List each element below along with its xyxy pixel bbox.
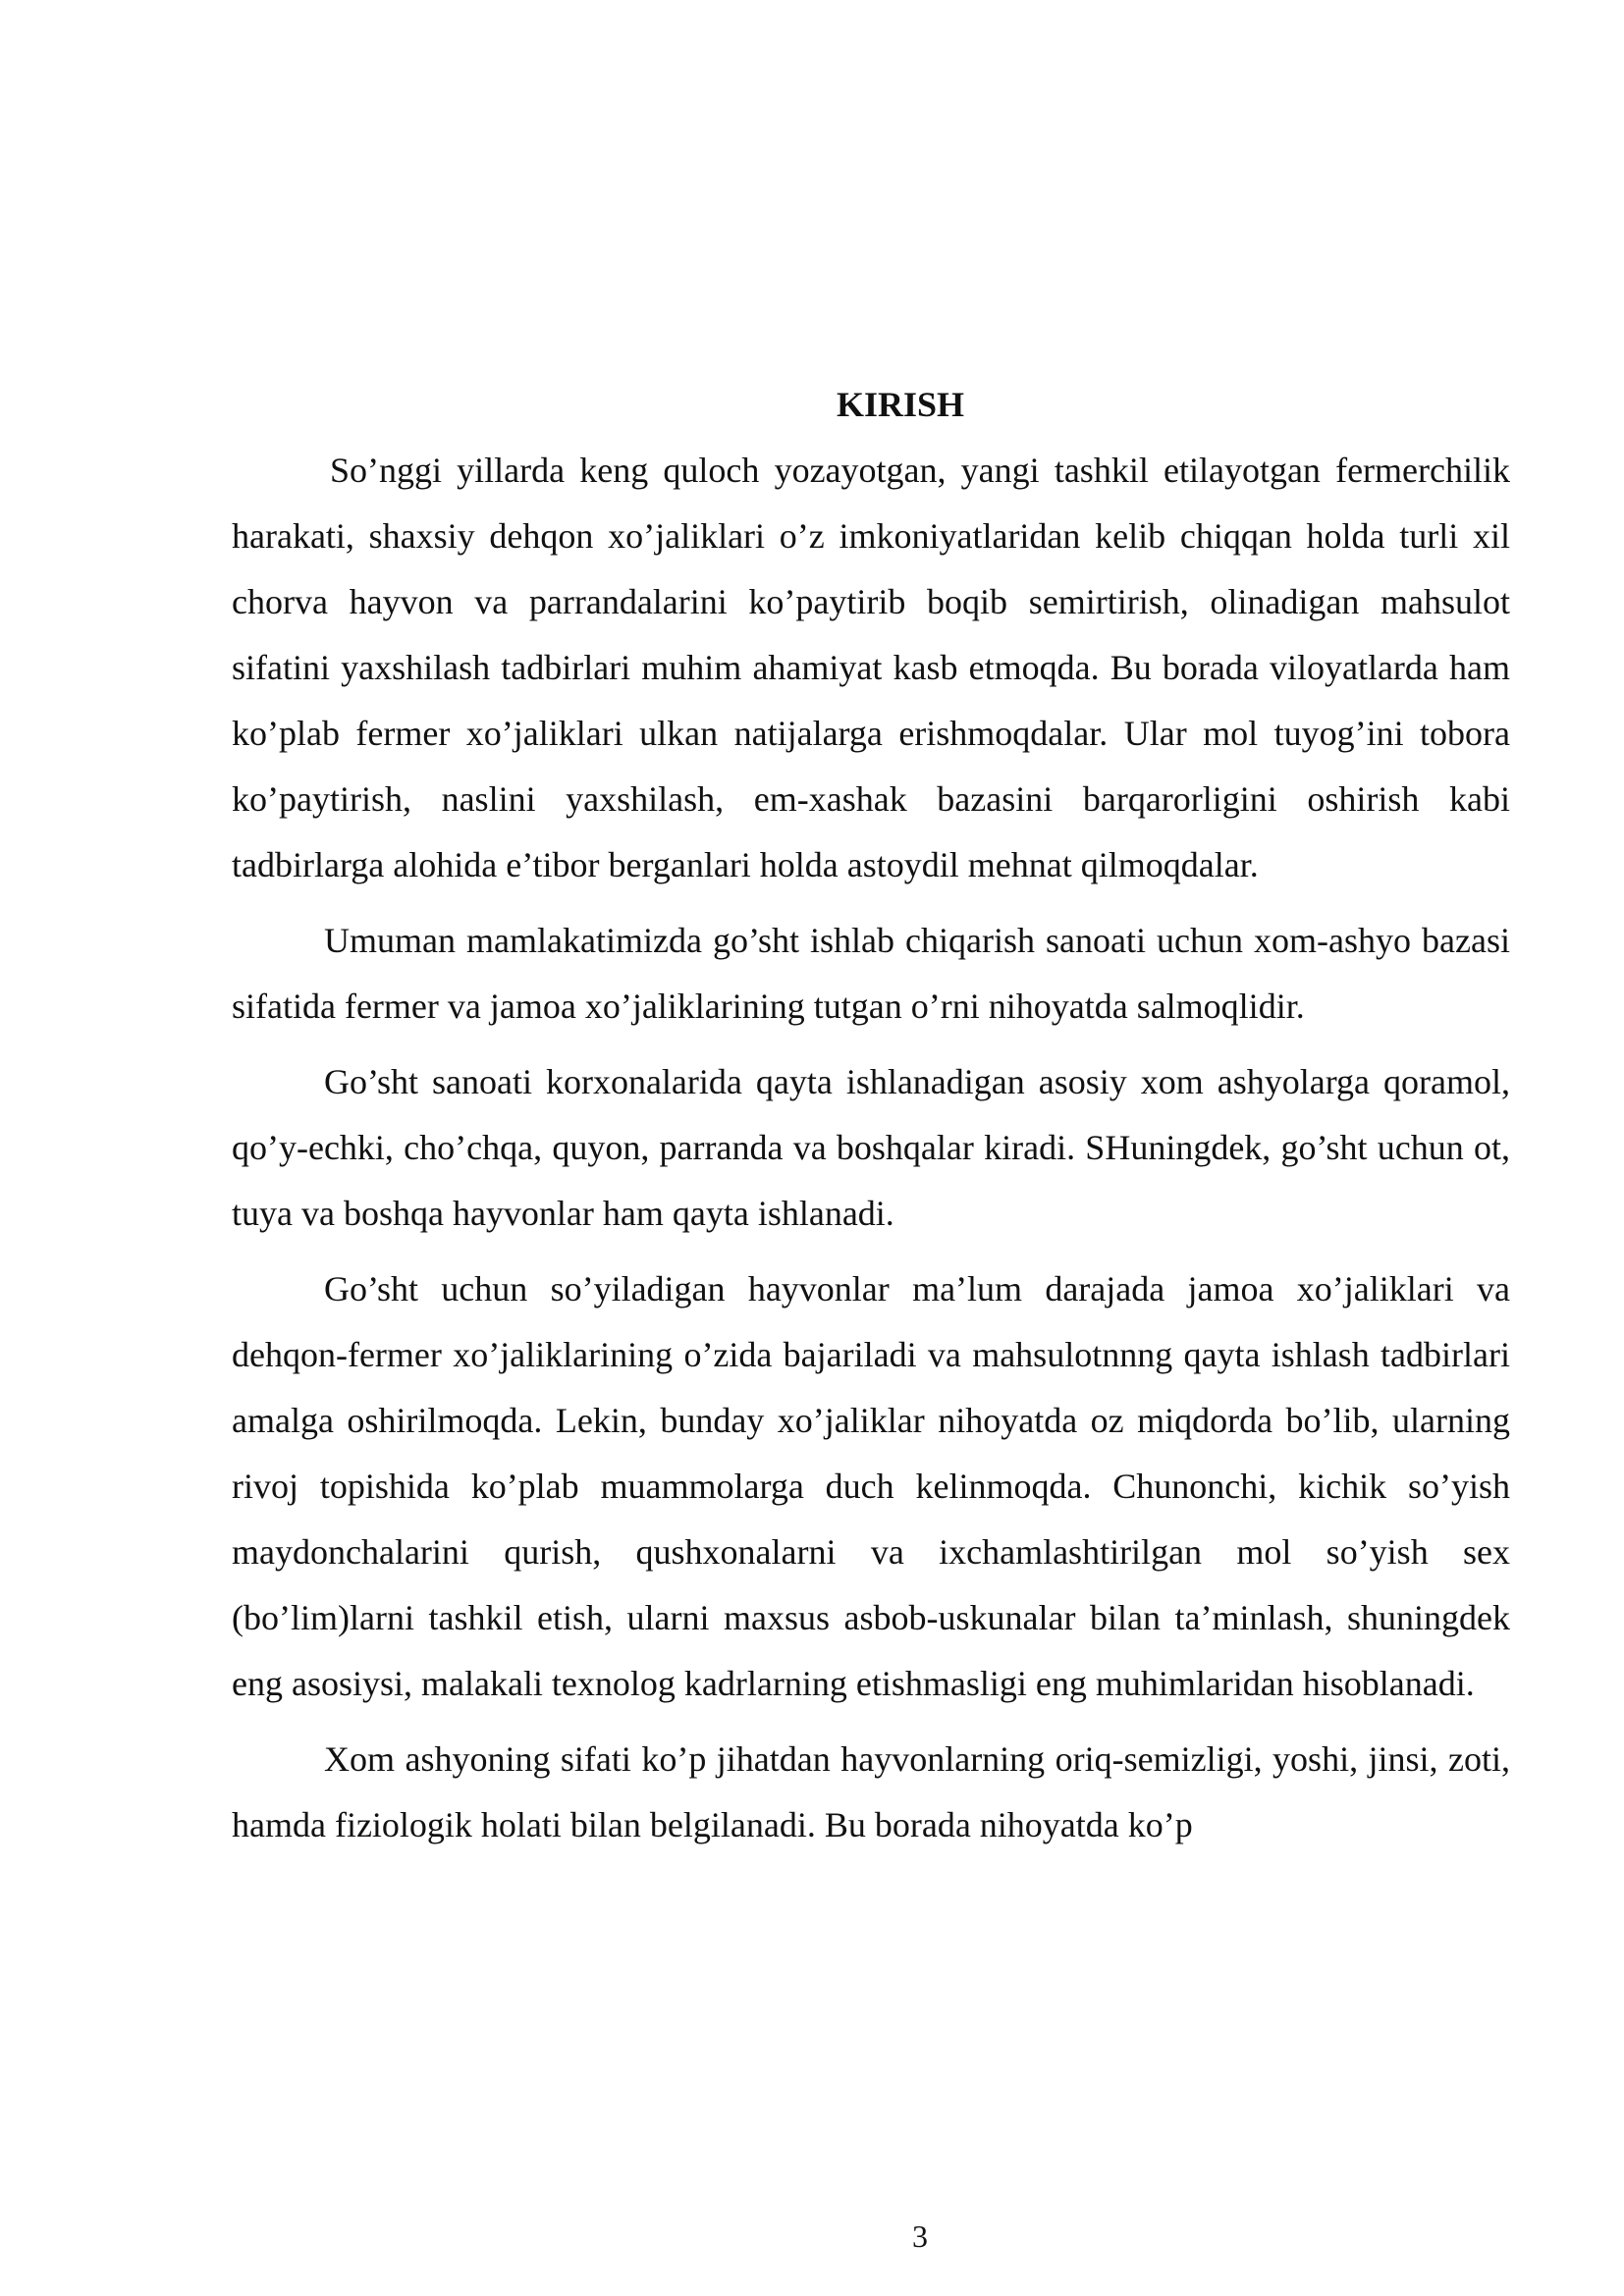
page-content bbox=[232, 375, 1510, 1868]
paragraph-3: Go’sht sanoati korxonalarida qayta ishlanadigan asosiy xom ashyolarga qoramol, qo’y-echki, cho’chqa, quyon, parranda va boshqalar kiradi. SHuningdek, go’sht uchun ot, tuya va boshqa hayvonlar ham qayta ishlanadi. bbox=[232, 1062, 1510, 1233]
paragraph-4: Go’sht uchun so’yiladigan hayvonlar ma’lum darajada jamoa xo’jaliklari va dehqon-fermer xo’jaliklarining o’zida bajariladi va mahsulotnnng qayta ishlash tadbirlari amalga oshirilmoqda. Lekin, bunday xo’jaliklar nihoyatda oz miqdorda bo’lib, ularning rivoj topishida ko’plab muammolarga duch kelinmoqda. Chunonchi, kichik so’yish maydonchalarini qurish, qushxonalarni va ixchamlashtirilgan mol so’yish sex (bo’lim)larni tashkil etish, ularni maxsus asbob-uskunalar bilan ta’minlash, shuningdek eng asosiysi, malakali texnolog kadrlarning etishmasligi eng muhimlaridan hisoblanadi. bbox=[232, 1269, 1510, 1703]
paragraph-2: Umuman mamlakatimizda go’sht ishlab chiqarish sanoati uchun xom-ashyo bazasi sifatida fermer va jamoa xo’jaliklarining tutgan o’rni nihoyatda salmoqlidir. bbox=[232, 921, 1510, 1026]
paragraph-1: So’nggi yillarda keng quloch yozayotgan, yangi tashkil etilayotgan fermerchilik harakati, shaxsiy dehqon xo’jaliklari o’z imkoniyatlaridan kelib chiqqan holda turli xil chorva hayvon va parrandalarini ko’paytirib boqib semirtirish, olinadigan mahsulot sifatini yaxshilash tadbirlari muhim ahamiyat kasb etmoqda. Bu borada viloyatlarda ham ko’plab fermer xo’jaliklari ulkan natijalarga erishmoqdalar. Ular mol tuyog’ini tobora ko’paytirish, naslini yaxshilash, em-xashak bazasini barqarorligini oshirish kabi tadbirlarga alohida e’tibor berganlari holda astoydil mehnat qilmoqdalar. bbox=[232, 451, 1510, 884]
page-number: 3 bbox=[912, 2218, 928, 2254]
section-title: KIRISH bbox=[836, 385, 965, 424]
paragraph-5: Xom ashyoning sifati ko’p jihatdan hayvonlarning oriq-semizligi, yoshi, jinsi, zoti, hamda fiziologik holati bilan belgilanadi. Bu borada nihoyatda ko’p bbox=[232, 1739, 1510, 1844]
